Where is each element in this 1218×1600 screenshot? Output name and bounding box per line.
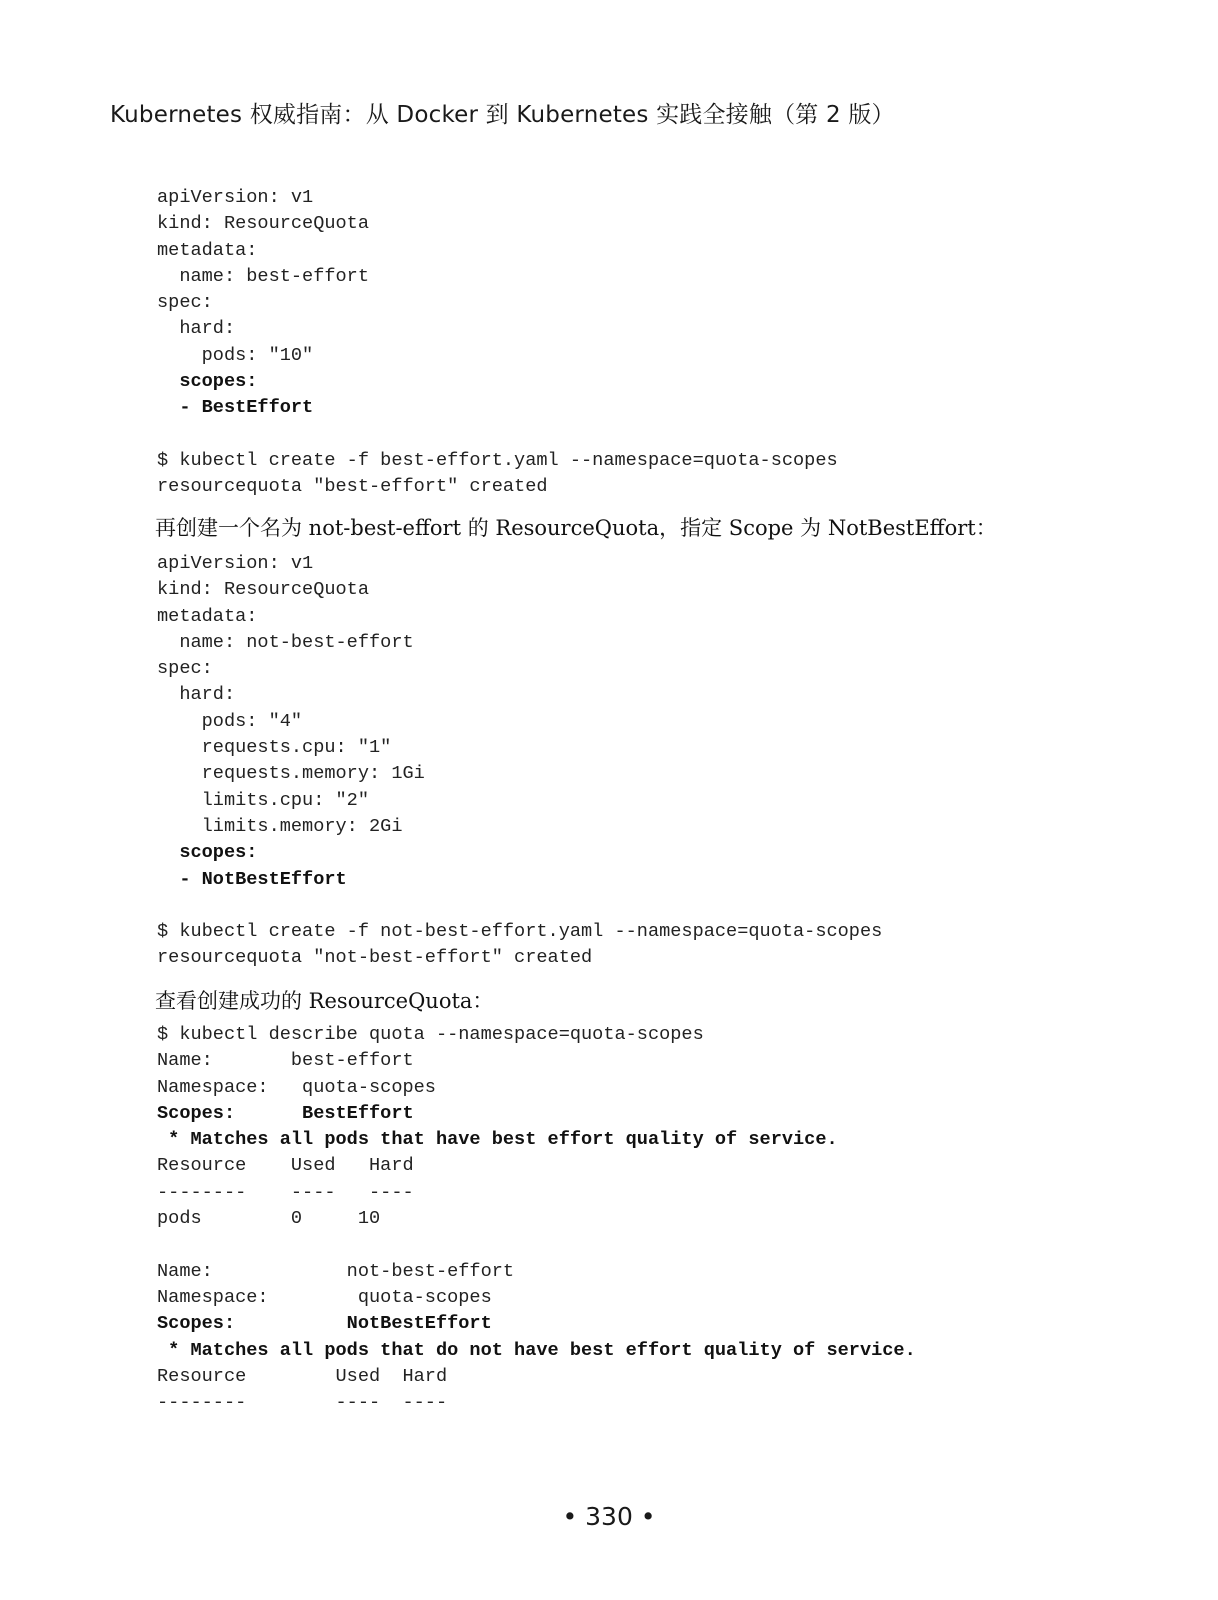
code-line: resourcequota "best-effort" created bbox=[157, 476, 548, 498]
code-line: - BestEffort bbox=[157, 397, 314, 419]
code-line: Name: not-best-effort bbox=[157, 1260, 515, 1282]
code-line: apiVersion: v1 bbox=[157, 187, 314, 208]
code-line: pods 0 10 bbox=[157, 1208, 381, 1230]
code-line: * Matches all pods that have best effort quality of service. bbox=[157, 1129, 838, 1151]
code-line: kind: ResourceQuota bbox=[157, 579, 370, 601]
code-line: requests.memory: 1Gi bbox=[157, 763, 425, 785]
code-line: hard: bbox=[157, 684, 236, 706]
code-line: resourcequota "not-best-effort" created bbox=[157, 947, 593, 969]
code-line: apiVersion: v1 bbox=[157, 553, 314, 574]
code-line: Namespace: quota-scopes bbox=[157, 1286, 492, 1308]
code-line: $ kubectl describe quota --namespace=quota-scopes bbox=[157, 1024, 704, 1045]
code-line: -------- ---- ---- bbox=[157, 1392, 448, 1414]
code-line: metadata: bbox=[157, 605, 258, 627]
code-line: name: best-effort bbox=[157, 265, 370, 287]
code-line: requests.cpu: "1" bbox=[157, 737, 392, 759]
code-line: - NotBestEffort bbox=[157, 868, 347, 890]
code-line: Name: best-effort bbox=[157, 1050, 414, 1072]
code-line: scopes: bbox=[157, 371, 258, 393]
code-line: metadata: bbox=[157, 239, 258, 261]
code-line: Resource Used Hard bbox=[157, 1365, 448, 1387]
code-line: spec: bbox=[157, 292, 213, 314]
code-line: * Matches all pods that do not have best effort quality of service. bbox=[157, 1339, 916, 1361]
code-line: limits.cpu: "2" bbox=[157, 789, 370, 811]
page-header-title: Kubernetes 权威指南：从 Docker 到 Kubernetes 实践全接触（第 2 版） bbox=[110, 102, 895, 128]
code-line: name: not-best-effort bbox=[157, 631, 414, 653]
code-line: Namespace: quota-scopes bbox=[157, 1076, 436, 1098]
code-line: limits.memory: 2Gi bbox=[157, 815, 403, 837]
code-line: pods: "4" bbox=[157, 710, 303, 732]
paragraph-view-quota: 查看创建成功的 ResourceQuota： bbox=[155, 989, 494, 1013]
code-line: $ kubectl create -f not-best-effort.yaml --namespace=quota-scopes bbox=[157, 921, 883, 943]
code-block-describe-quota bbox=[157, 1022, 916, 1416]
code-line: Resource Used Hard bbox=[157, 1155, 414, 1177]
code-line: -------- ---- ---- bbox=[157, 1181, 414, 1203]
code-line: Scopes: NotBestEffort bbox=[157, 1313, 492, 1335]
code-line: spec: bbox=[157, 658, 213, 680]
code-line: pods: "10" bbox=[157, 344, 314, 366]
code-block-not-best-effort bbox=[157, 551, 882, 972]
code-line: scopes: bbox=[157, 842, 258, 864]
page-number: • 330 • bbox=[562, 1502, 656, 1531]
code-line: $ kubectl create -f best-effort.yaml --namespace=quota-scopes bbox=[157, 449, 838, 471]
code-line: Scopes: BestEffort bbox=[157, 1102, 414, 1124]
code-block-best-effort bbox=[157, 185, 838, 501]
code-line: kind: ResourceQuota bbox=[157, 213, 370, 235]
code-line: hard: bbox=[157, 318, 236, 340]
paragraph-create-not-best-effort: 再创建一个名为 not-best-effort 的 ResourceQuota，指定 Scope 为 NotBestEffort： bbox=[155, 516, 997, 540]
